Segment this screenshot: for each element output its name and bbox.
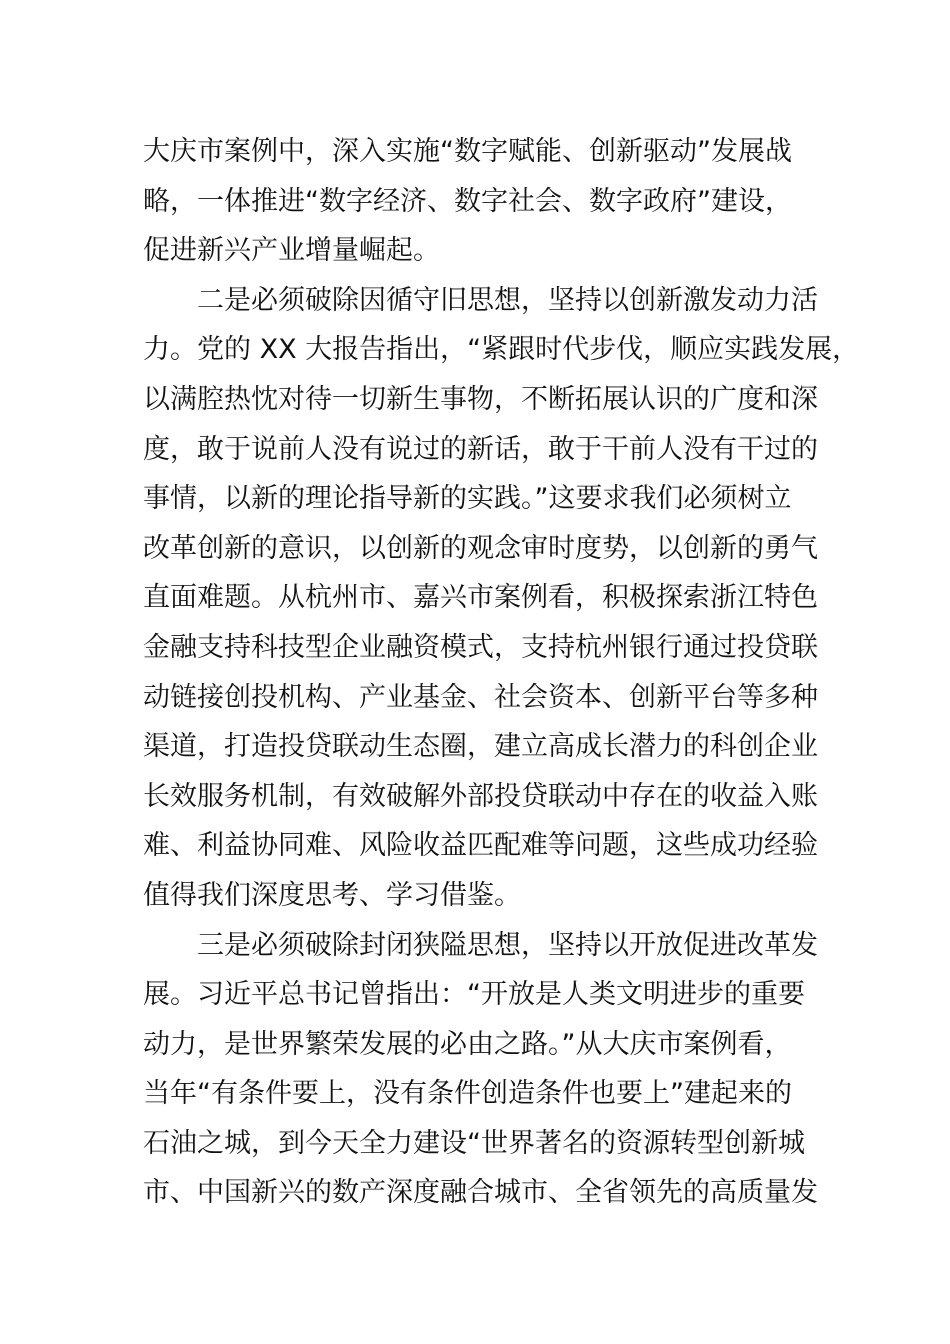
text-line: 直面难题。从杭州市、嘉兴市案例看，积极探索浙江特色: [143, 582, 818, 614]
text-line: 市、中国新兴的数产深度融合城市、全省领先的高质量发: [143, 1177, 818, 1209]
text-line: 大庆市案例中，深入实施“数字赋能、创新驱动”发展战: [143, 136, 792, 167]
text-line: 二是必须破除因循守旧思想，坚持以创新激发动力活: [143, 284, 818, 316]
text-line: 力。党的 XX 大报告指出，“紧跟时代步伐，顺应实践发展，: [143, 334, 860, 366]
text-line: 略，一体推进“数字经济、数字社会、数字政府”建设，: [143, 185, 792, 217]
text-line: 金融支持科技型企业融资模式，支持杭州银行通过投贷联: [143, 631, 818, 663]
text-line: 三是必须破除封闭狭隘思想，坚持以开放促进改革发: [143, 929, 818, 961]
text-line: 度，敢于说前人没有说过的新话，敢于干前人没有干过的: [143, 433, 818, 465]
text-line: 展。习近平总书记曾指出：“开放是人类文明进步的重要: [143, 979, 805, 1011]
text-line: 动力，是世界繁荣发展的必由之路。”从大庆市案例看，: [143, 1028, 792, 1060]
text-line: 难、利益协同难、风险收益匹配难等问题，这些成功经验: [143, 830, 818, 862]
body-text: [143, 127, 860, 1218]
text-line: 渠道，打造投贷联动生态圈，建立高成长潜力的科创企业: [143, 731, 818, 763]
text-line: 事情，以新的理论指导新的实践。”这要求我们必须树立: [143, 483, 792, 515]
text-line: 改革创新的意识，以创新的观念审时度势，以创新的勇气: [143, 532, 818, 564]
text-line: 促进新兴产业增量崛起。: [143, 235, 440, 267]
text-line: 长效服务机制，有效破解外部投贷联动中存在的收益入账: [143, 780, 818, 812]
text-line: 值得我们深度思考、学习借鉴。: [143, 879, 521, 911]
text-line: 石油之城，到今天全力建设“世界著名的资源转型创新城: [143, 1127, 805, 1159]
text-line: 以满腔热忱对待一切新生事物，不断拓展认识的广度和深: [143, 383, 818, 415]
text-line: 动链接创投机构、产业基金、社会资本、创新平台等多种: [143, 681, 818, 713]
text-line: 当年“有条件要上，没有条件创造条件也要上”建起来的: [143, 1078, 792, 1110]
